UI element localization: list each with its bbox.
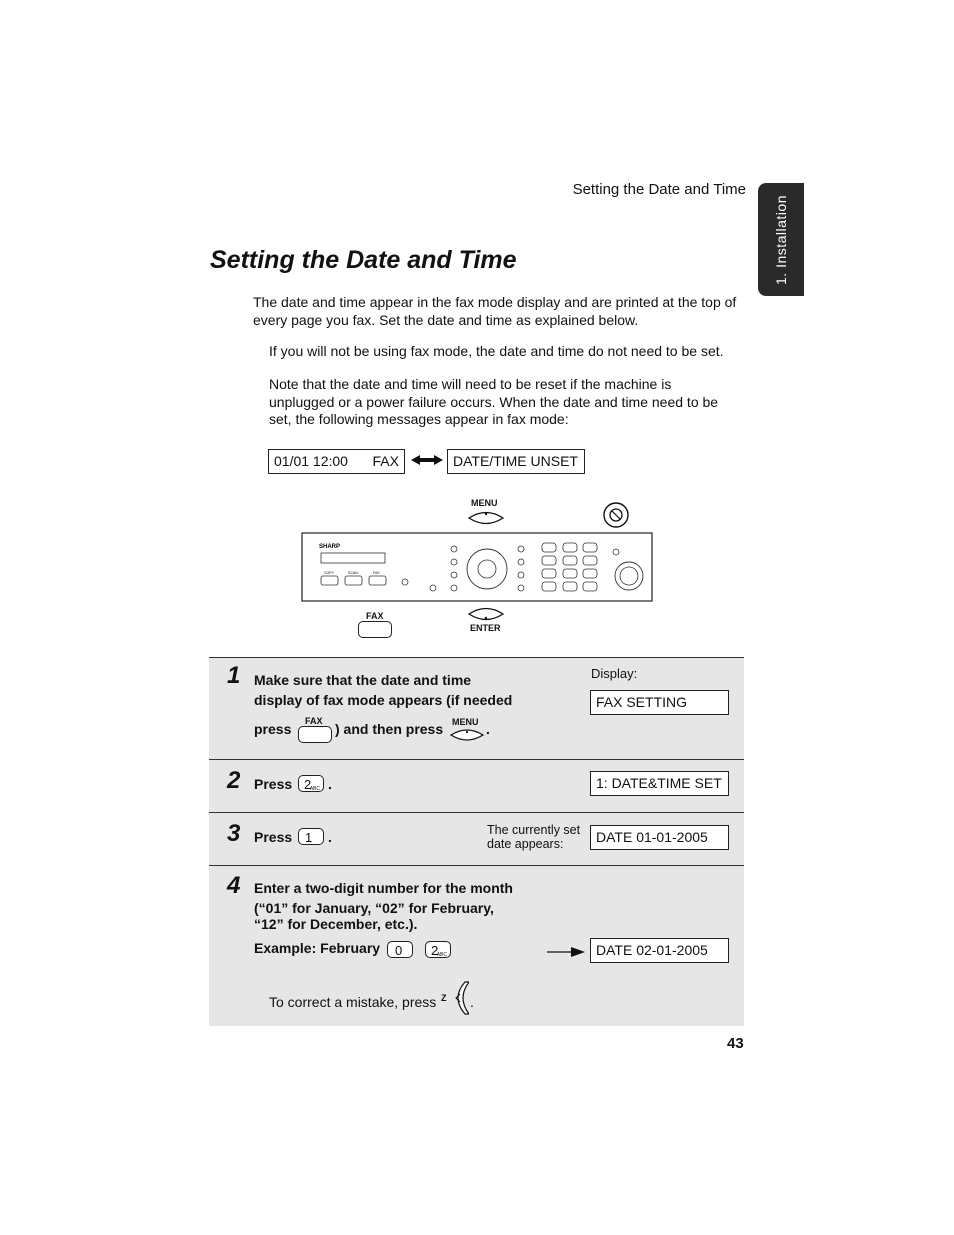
step-3-display: DATE 01-01-2005 bbox=[590, 825, 729, 850]
step-1-text: Make sure that the date and time display of fax mode appears (if needed bbox=[254, 672, 513, 708]
correct-mistake-text: To correct a mistake, press bbox=[269, 994, 437, 1010]
step-3-number: 3 bbox=[227, 820, 241, 847]
enter-key-icon bbox=[467, 605, 505, 623]
menu-callout-label: MENU bbox=[471, 498, 498, 508]
fax-callout-label: FAX bbox=[366, 611, 384, 621]
key-2-icon: 2 ABC bbox=[425, 941, 451, 958]
svg-text:COPY: COPY bbox=[324, 571, 334, 575]
stop-key-icon bbox=[601, 500, 631, 530]
enter-callout-label: ENTER bbox=[470, 623, 501, 633]
step-4-display: DATE 02-01-2005 bbox=[590, 938, 729, 963]
step-4-text: Enter a two-digit number for the month (“01” for January, “02” for February, “12” for December, etc.). bbox=[254, 880, 513, 932]
left-arrow-key-icon bbox=[449, 980, 469, 1016]
fax-control-panel bbox=[301, 532, 653, 602]
steps-top-rule bbox=[209, 657, 744, 658]
date-time-unset-display: DATE/TIME UNSET bbox=[447, 449, 585, 474]
svg-text:SCAN: SCAN bbox=[348, 571, 358, 575]
section-tab-label: 1. Installation bbox=[773, 194, 789, 285]
running-header: Setting the Date and Time bbox=[572, 181, 746, 198]
step-divider bbox=[209, 812, 744, 813]
page-number: 43 bbox=[727, 1035, 744, 1052]
menu-key-icon bbox=[467, 509, 505, 527]
step-1-press: press bbox=[254, 721, 292, 737]
step-3-text: Press bbox=[254, 829, 293, 845]
step-1-number: 1 bbox=[227, 662, 241, 689]
step-2-display: 1: DATE&TIME SET bbox=[590, 771, 729, 796]
step-1-and-then: ) and then press bbox=[335, 721, 444, 737]
step-1-menu-key-icon bbox=[449, 727, 485, 743]
step-1-fax-key-label: FAX bbox=[305, 716, 323, 726]
step-3-note: The currently set date appears: bbox=[487, 823, 581, 851]
step-1-menu-key-label: MENU bbox=[452, 717, 479, 727]
key-1-icon: 1 bbox=[298, 828, 324, 845]
step-1-fax-key-icon bbox=[298, 726, 332, 743]
intro-paragraph-1: The date and time appear in the fax mode display and are printed at the top of every page you fax. Set the date and time as explained below. bbox=[253, 294, 737, 328]
step-1-display: FAX SETTING bbox=[590, 690, 729, 715]
step-4-number: 4 bbox=[227, 872, 241, 899]
step-divider bbox=[209, 759, 744, 760]
section-tab bbox=[758, 183, 804, 296]
fax-mode-display: 01/01 12:00 FAX bbox=[268, 449, 405, 474]
key-2-icon: 2 ABC bbox=[298, 775, 324, 792]
step-2-text: Press bbox=[254, 776, 293, 792]
step-1-display-label: Display: bbox=[591, 666, 638, 681]
svg-text:FAX: FAX bbox=[373, 571, 380, 575]
page-title: Setting the Date and Time bbox=[210, 246, 517, 274]
step-divider bbox=[209, 865, 744, 866]
intro-paragraph-3: Note that the date and time will need to be reset if the machine is unplugged or a power failure occurs. When the date and time need to be set, the following messages appear in fax mode: bbox=[269, 376, 719, 427]
step-4-example: Example: February bbox=[254, 940, 381, 956]
panel-brand: SHARP bbox=[319, 544, 341, 550]
step-2-number: 2 bbox=[227, 767, 241, 794]
intro-paragraph-2: If you will not be using fax mode, the date and time do not need to be set. bbox=[269, 343, 724, 359]
left-key-label: Z bbox=[441, 993, 447, 1003]
key-0-icon: 0 bbox=[387, 941, 413, 958]
alternating-arrow-icon bbox=[411, 453, 443, 467]
fax-key-icon bbox=[358, 621, 392, 638]
arrow-right-icon bbox=[547, 946, 585, 958]
